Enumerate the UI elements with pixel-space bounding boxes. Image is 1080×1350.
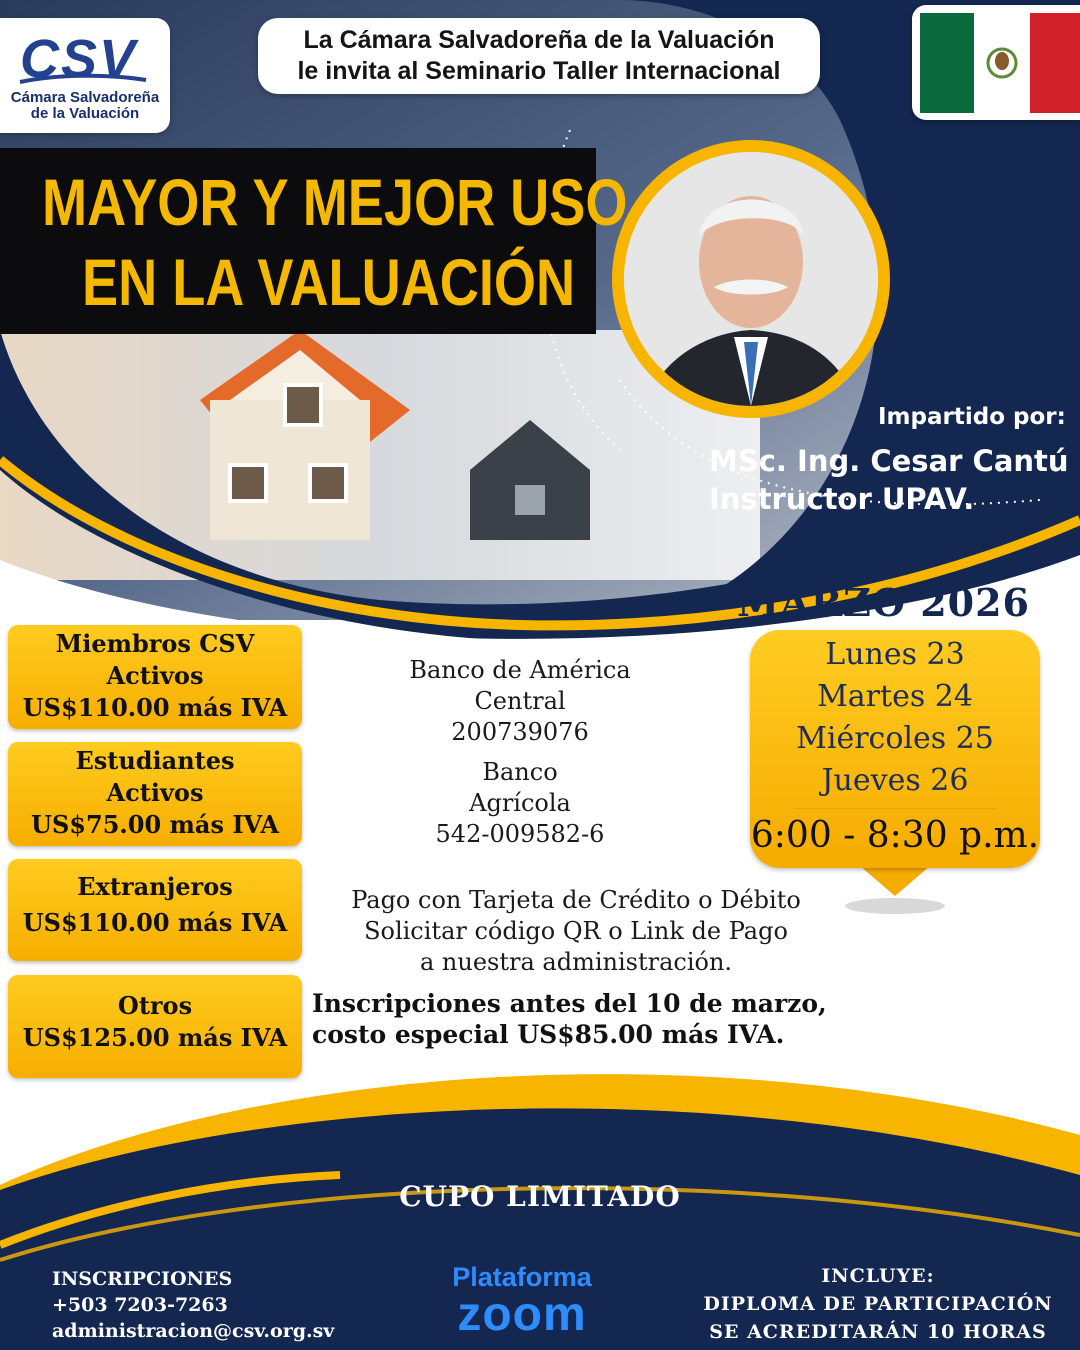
logo-swoosh-icon bbox=[18, 72, 148, 86]
payment-info bbox=[306, 885, 846, 978]
event-month: MARZO 2026 bbox=[737, 580, 1030, 625]
price-box-members bbox=[8, 625, 302, 729]
schedule-day-4: Jueves 26 bbox=[821, 763, 969, 798]
instructor-name: MSc. Ing. Cesar Cantú bbox=[709, 444, 1069, 478]
csv-logo-mark: CSV bbox=[20, 29, 138, 89]
invitation-line-1: La Cámara Salvadoreña de la Valuación bbox=[303, 26, 775, 54]
bank-1-name-2: Central bbox=[474, 687, 566, 715]
price-box-others bbox=[8, 975, 302, 1078]
schedule-bubble bbox=[750, 630, 1040, 868]
registration-label: INSCRIPCIONES bbox=[52, 1268, 233, 1290]
zoom-platform bbox=[436, 1262, 608, 1341]
promo-line-1: Inscripciones antes del 10 de marzo, bbox=[312, 989, 827, 1018]
bank-info-2 bbox=[380, 757, 660, 850]
logo-tagline-line-1: Cámara Salvadoreña bbox=[10, 89, 160, 106]
schedule-day-1: Lunes 23 bbox=[825, 637, 965, 672]
platform-label: Plataforma bbox=[452, 1262, 592, 1292]
includes-label: INCLUYE: bbox=[821, 1265, 935, 1287]
invitation-line-2: le invita al Seminario Taller Internacional bbox=[297, 57, 781, 85]
price-students-line-2: Activos bbox=[106, 778, 204, 807]
registration-phone: +503 7203-7263 bbox=[52, 1294, 228, 1316]
limited-seats-label: CUPO LIMITADO bbox=[399, 1180, 681, 1213]
schedule-divider bbox=[795, 808, 995, 809]
bank-2-name: Banco bbox=[482, 758, 558, 786]
bank-1-name: Banco de América bbox=[409, 656, 631, 684]
includes-diploma: DIPLOMA DE PARTICIPACIÓN bbox=[703, 1293, 1053, 1315]
flag-emblem-icon bbox=[984, 45, 1020, 81]
payment-line-2: Solicitar código QR o Link de Pago bbox=[364, 917, 788, 945]
price-foreigners-line-1: Extranjeros bbox=[77, 872, 233, 901]
price-box-foreigners bbox=[8, 859, 302, 961]
logo-tagline-line-2: de la Valuación bbox=[30, 105, 140, 122]
price-foreigners-line-2: US$110.00 más IVA bbox=[22, 908, 288, 937]
schedule-time: 6:00 - 8:30 p.m. bbox=[750, 815, 1040, 856]
bank-2-name-2: Agrícola bbox=[469, 789, 571, 817]
price-students-line-1: Estudiantes bbox=[75, 746, 235, 775]
registration-email: administracion@csv.org.sv bbox=[52, 1320, 335, 1342]
mexico-flag-icon bbox=[912, 5, 1080, 120]
promo-line-2: costo especial US$85.00 más IVA. bbox=[312, 1020, 785, 1049]
includes-info bbox=[668, 1262, 1080, 1346]
title-line-2: EN LA VALUACIÓN bbox=[82, 245, 576, 319]
price-members-line-3: US$110.00 más IVA bbox=[22, 693, 288, 722]
instructor-label: Impartido por: bbox=[878, 404, 1066, 430]
logo-tagline bbox=[0, 90, 170, 122]
price-members-line-2: Activos bbox=[106, 661, 204, 690]
zoom-logo: zoom bbox=[457, 1288, 587, 1341]
schedule-day-3: Miércoles 25 bbox=[796, 721, 994, 756]
price-others-line-1: Otros bbox=[117, 991, 193, 1020]
registration-contact bbox=[52, 1266, 334, 1344]
price-others-line-2: US$125.00 más IVA bbox=[22, 1023, 288, 1052]
invitation-box bbox=[258, 18, 820, 94]
price-students-line-3: US$75.00 más IVA bbox=[31, 810, 279, 839]
instructor-role: Instructor UPAV. bbox=[709, 482, 975, 516]
bank-2-account: 542-009582-6 bbox=[435, 820, 605, 848]
schedule-day-2: Martes 24 bbox=[817, 679, 973, 714]
price-members-line-1: Miembros CSV bbox=[55, 629, 255, 658]
bank-1-account: 200739076 bbox=[451, 718, 589, 746]
bank-info-1 bbox=[380, 655, 660, 748]
early-registration-promo bbox=[312, 988, 827, 1050]
speaker-portrait-icon bbox=[624, 152, 878, 406]
includes-hours: SE ACREDITARÁN 10 HORAS bbox=[709, 1321, 1047, 1343]
csv-logo bbox=[0, 18, 170, 133]
payment-line-3: a nuestra administración. bbox=[419, 948, 733, 976]
price-box-students bbox=[8, 742, 302, 846]
title-line-1: MAYOR Y MEJOR USO bbox=[42, 165, 628, 239]
payment-line-1: Pago con Tarjeta de Crédito o Débito bbox=[351, 886, 801, 914]
speaker-photo bbox=[612, 140, 890, 418]
